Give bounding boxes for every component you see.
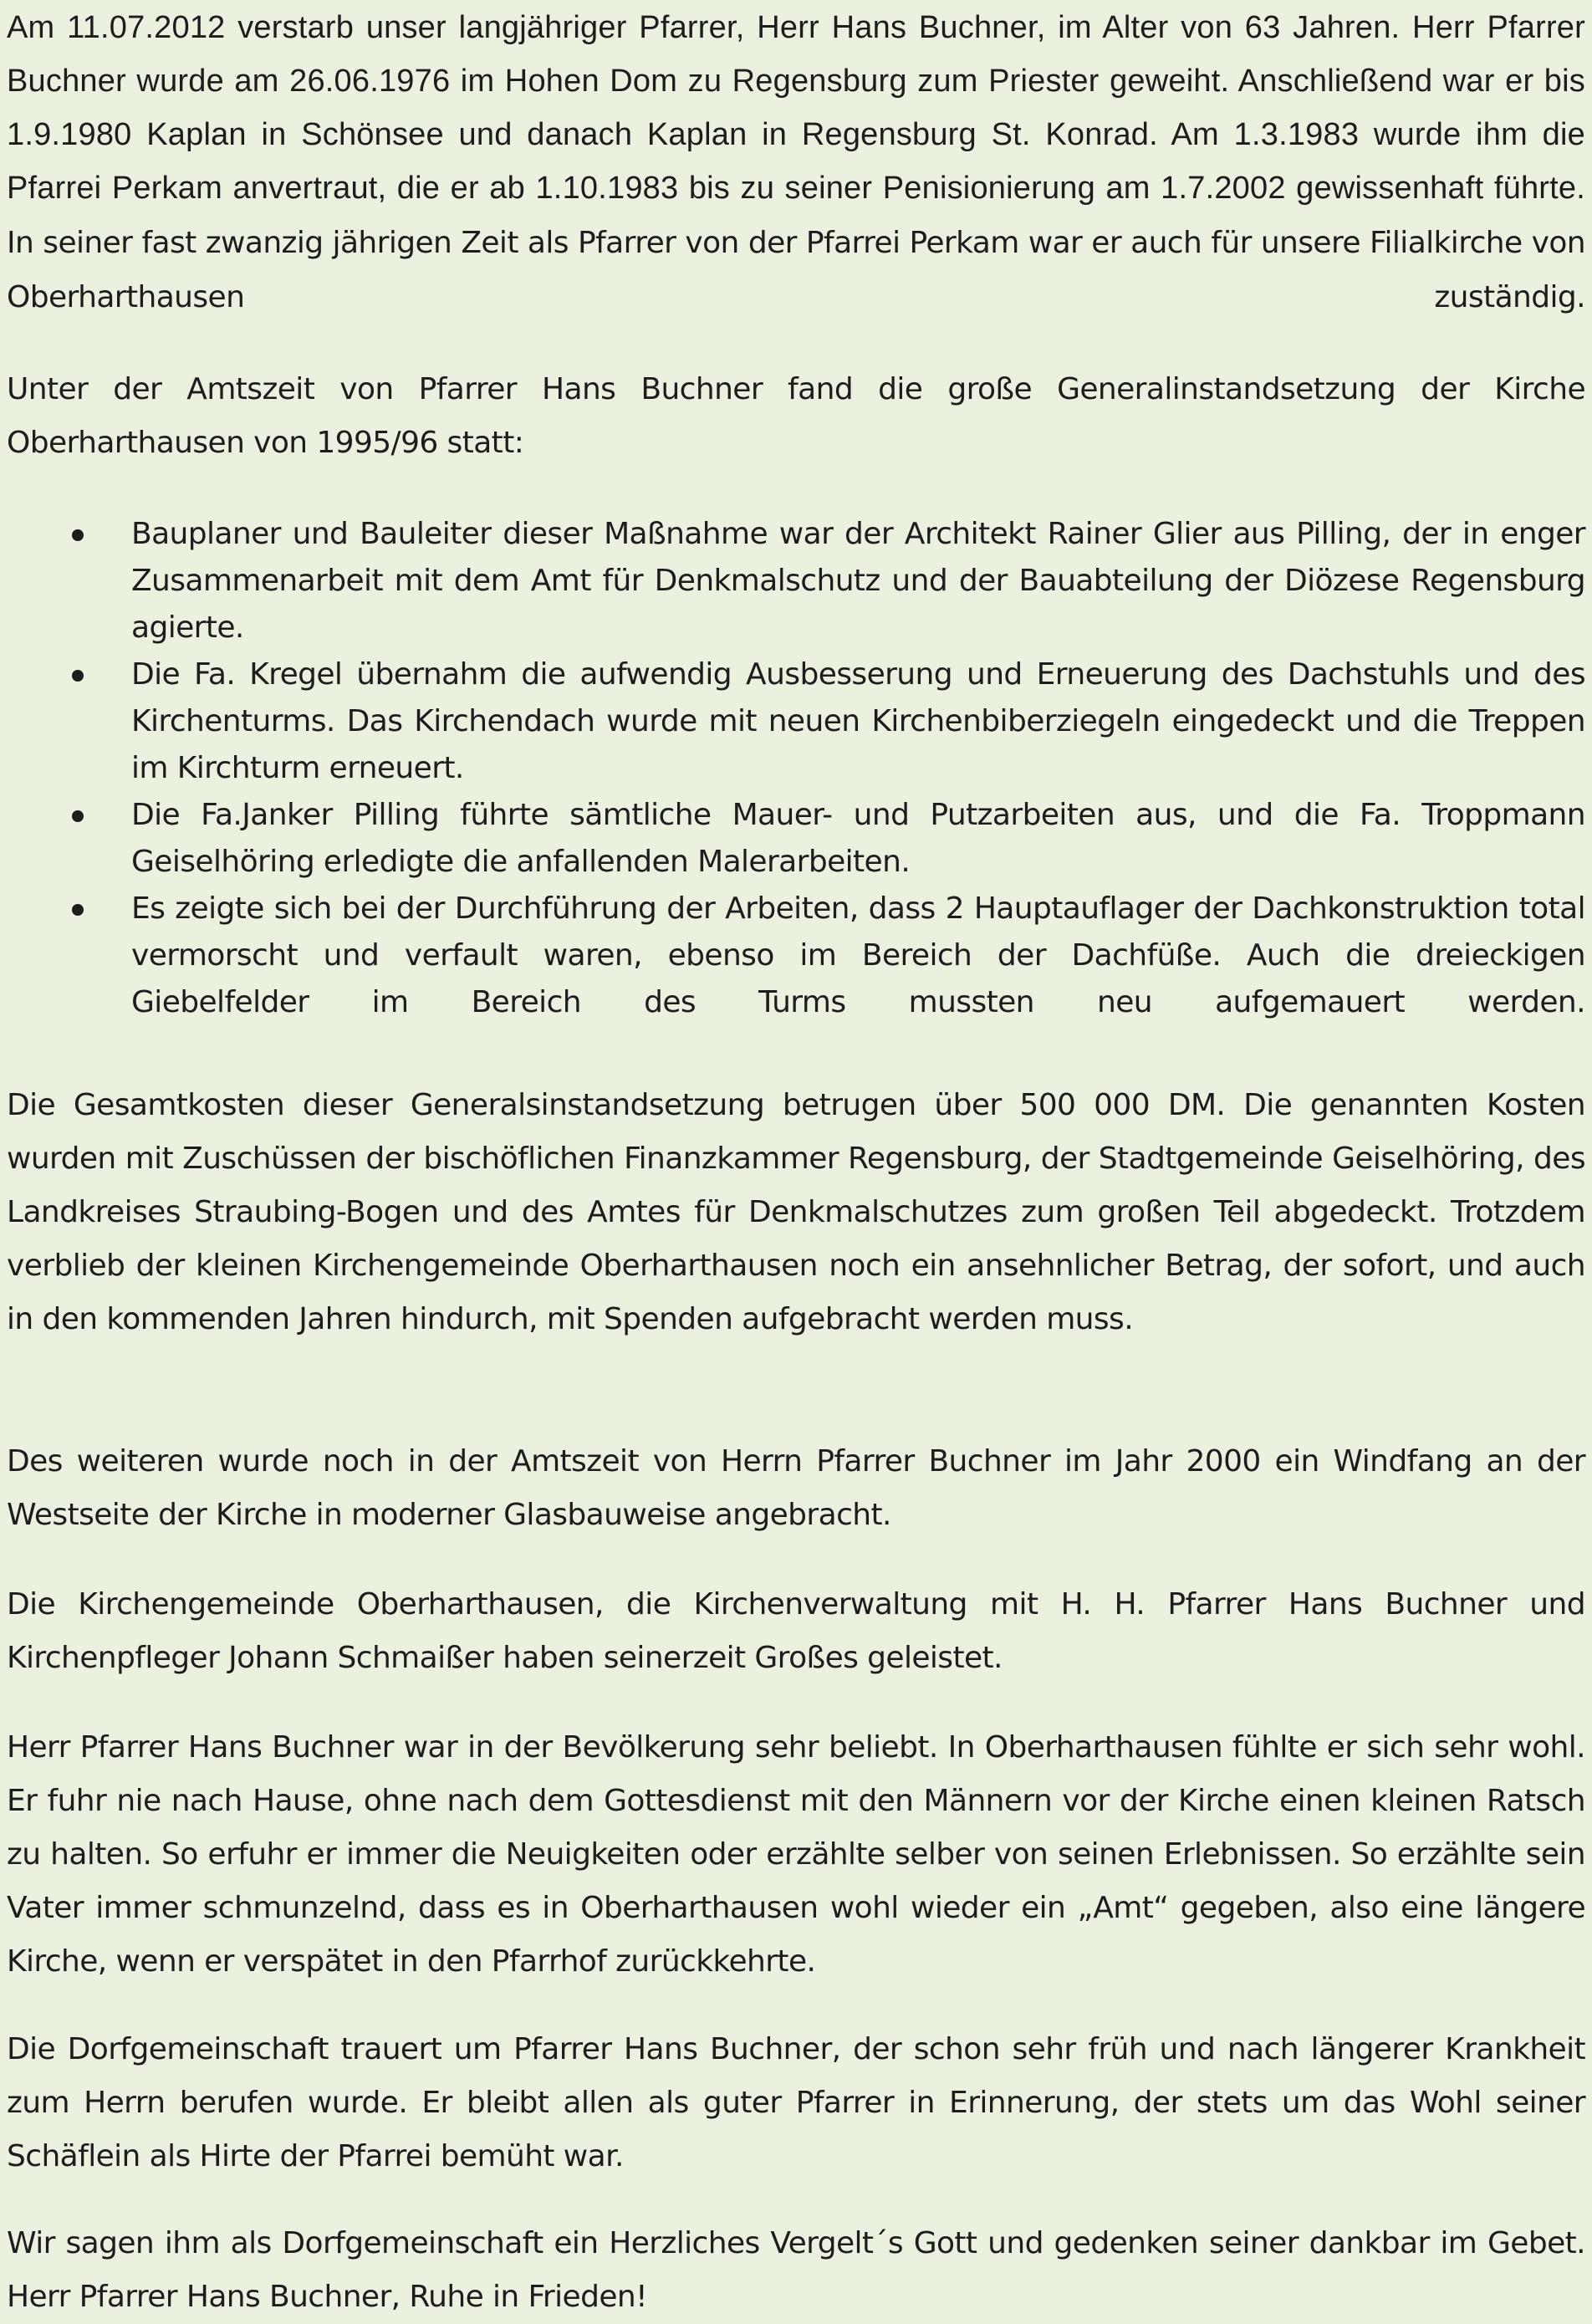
bullet-icon: [72, 904, 84, 916]
paragraph-obituary-intro-part-b: In seiner fast zwanzig jährigen Zeit als Pfarrer von der Pfarrei Perkam war er auch für unsere Filialkirche von Oberharthausen zuständig.: [7, 226, 1585, 314]
paragraph-windfang: Des weiteren wurde noch in der Amtszeit von Herrn Pfarrer Buchner im Jahr 2000 ein Windfang an der Westseite der Kirche in moderner Glasbauweise angebracht.: [7, 1444, 1585, 1532]
list-item: [7, 511, 1585, 651]
list-item-text: Es zeigte sich bei der Durchführung der Arbeiten, dass 2 Hauptauflager der Dachkonstruktion total vermorscht und verfault waren, ebenso im Bereich der Dachfüße. Auch die dreieckigen Giebelfelder im Bereich des Turms mussten neu aufgemauert werden.: [131, 891, 1585, 1019]
paragraph-mourning: Die Dorfgemeinschaft trauert um Pfarrer Hans Buchner, der schon sehr früh und nach längerer Krankheit zum Herrn berufen wurde. Er bleibt allen als guter Pfarrer in Erinnerung, der stets um das Wohl seiner Schäflein als Hirte der Pfarrei bemüht war.: [7, 2032, 1585, 2173]
list-item: [7, 886, 1585, 1026]
list-item-text: Die Fa.Janker Pilling führte sämtliche Mauer- und Putzarbeiten aus, und die Fa. Troppmann Geiselhöring erledigte die anfallenden Malerarbeiten.: [131, 798, 1585, 879]
paragraph-achievement: Die Kirchengemeinde Oberharthausen, die Kirchenverwaltung mit H. H. Pfarrer Hans Buchner und Kirchenpfleger Johann Schmaißer haben seinerzeit Großes geleistet.: [7, 1587, 1585, 1675]
list-item: [7, 792, 1585, 886]
renovation-bullet-list: [7, 511, 1585, 1026]
bullet-icon: [72, 810, 84, 822]
bullet-icon: [72, 670, 84, 682]
bullet-icon: [72, 529, 84, 541]
paragraph-farewell: Wir sagen ihm als Dorfgemeinschaft ein Herzliches Vergelt´s Gott und gedenken seiner dankbar im Gebet. Herr Pfarrer Hans Buchner, Ruhe in Frieden!: [7, 2226, 1585, 2314]
paragraph-obituary-intro-part-a: Am 11.07.2012 verstarb unser langjähriger Pfarrer, Herr Hans Buchner, im Alter von 63 Jahren. Herr Pfarrer Buchner wurde am 26.06.1976 im Hohen Dom zu Regensburg zum Priester geweiht. Anschließend war er bis 1.9.1980 Kaplan in Schönsee und danach Kaplan in Regensburg St. Konrad. Am 1.3.1983 wurde ihm die Pfarrei Perkam anvertraut, die er ab 1.10.1983 bis zu seiner Penisionierung am 1.7.2002 gewissenhaft führte.: [7, 10, 1585, 206]
paragraph-popularity: Herr Pfarrer Hans Buchner war in der Bevölkerung sehr beliebt. In Oberharthausen fühlte er sich sehr wohl. Er fuhr nie nach Hause, ohne nach dem Gottesdienst mit den Männern vor der Kirche einen kleinen Ratsch zu halten. So erfuhr er immer die Neuigkeiten oder erzählte selber von seinen Erlebnissen. So erzählte sein Vater immer schmunzelnd, dass es in Oberharthausen wohl wieder ein „Amt“ gegeben, also eine längere Kirche, wenn er verspätet in den Pfarrhof zurückkehrte.: [7, 1730, 1585, 1979]
paragraph-obituary-intro: [7, 1, 1585, 324]
list-item: [7, 651, 1585, 792]
paragraph-costs: Die Gesamtkosten dieser Generalsinstandsetzung betrugen über 500 000 DM. Die genannten Kosten wurden mit Zuschüssen der bischöflichen Finanzkammer Regensburg, der Stadtgemeinde Geiselhöring, des Landkreises Straubing-Bogen und des Amtes für Denkmalschutzes zum großen Teil abgedeckt. Trotzdem verblieb der kleinen Kirchengemeinde Oberharthausen noch ein ansehnlicher Betrag, der sofort, und auch in den kommenden Jahren hindurch, mit Spenden aufgebracht werden muss.: [7, 1088, 1585, 1336]
paragraph-renovation-intro: Unter der Amtszeit von Pfarrer Hans Buchner fand die große Generalinstandsetzung der Kirche Oberharthausen von 1995/96 statt:: [7, 372, 1585, 460]
list-item-text: Die Fa. Kregel übernahm die aufwendig Ausbesserung und Erneuerung des Dachstuhls und des Kirchenturms. Das Kirchendach wurde mit neuen Kirchenbiberziegeln eingedeckt und die Treppen im Kirchturm erneuert.: [131, 657, 1585, 785]
list-item-text: Bauplaner und Bauleiter dieser Maßnahme war der Architekt Rainer Glier aus Pilling, der in enger Zusammenarbeit mit dem Amt für Denkmalschutz und der Bauabteilung der Diözese Regensburg agierte.: [131, 517, 1585, 645]
